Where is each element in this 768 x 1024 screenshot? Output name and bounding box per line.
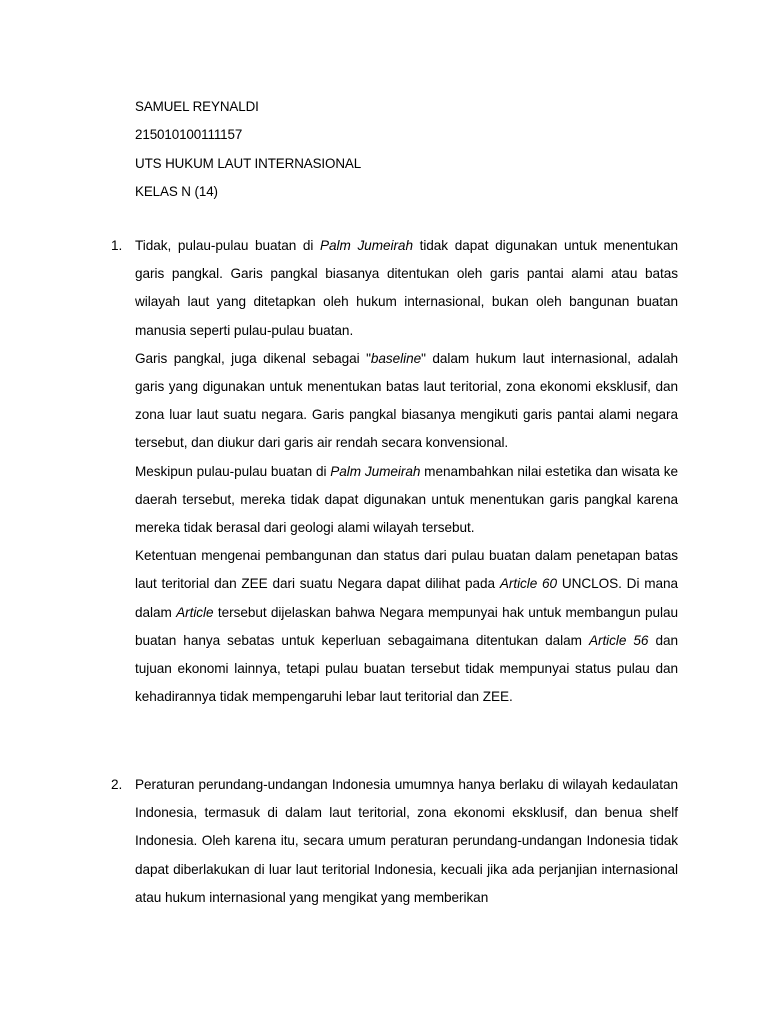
italic-term: baseline [370, 350, 422, 366]
exam-title: UTS HUKUM LAUT INTERNASIONAL [135, 155, 362, 171]
answer-body [135, 232, 678, 711]
answer-paragraph: Peraturan perundang-undangan Indonesia umumnya hanya berlaku di wilayah kedaulatan Indonesia, termasuk di dalam laut teritorial, zona ekonomi eksklusif, dan benua shelf Indonesia. Oleh karena itu, secara umum peraturan perundang-undangan Indonesia tidak dapat diberlakukan di luar laut teritorial Indonesia, kecuali jika ada perjanjian internasional atau hukum internasional yang mengikat yang memberikan [135, 777, 678, 905]
italic-term: Article [176, 604, 214, 620]
italic-term: Article 56 [588, 632, 649, 648]
answer-paragraph: Meskipun pulau-pulau buatan di Palm Jumeirah menambahkan nilai estetika dan wisata ke daerah tersebut, mereka tidak dapat digunakan untuk menentukan garis pangkal karena mereka tidak berasal dari geologi alami wilayah tersebut. [135, 463, 678, 536]
student-header [135, 93, 361, 206]
italic-term: Palm Jumeirah [320, 238, 413, 253]
answer-number: 1. [111, 238, 123, 253]
italic-term: Article 60 [499, 576, 558, 592]
student-id: 215010100111157 [135, 127, 243, 143]
answer-paragraph: Ketentuan mengenai pembangunan dan status dari pulau buatan dalam penetapan batas laut teritorial dan ZEE dari suatu Negara dapat dilihat pada Article 60 UNCLOS. Di mana dalam Article tersebut dijelaskan bahwa Negara mempunyai hak untuk membangun pulau buatan hanya sebatas untuk keperluan sebagaimana ditentukan dalam Article 56 dan tujuan ekonomi lainnya, tetapi pulau buatan tersebut tidak mempunyai status pulau dan kehadirannya tidak mempengaruhi lebar laut teritorial dan ZEE. [135, 548, 679, 705]
italic-term: Palm Jumeirah [330, 463, 421, 479]
answer-number: 2. [111, 777, 123, 792]
answer-paragraph: Garis pangkal, juga dikenal sebagai "baseline" dalam hukum laut internasional, adalah garis yang digunakan untuk menentukan batas laut teritorial, zona ekonomi eksklusif, dan zona luar laut suatu negara. Garis pangkal biasanya mengikuti garis pantai alami negara tersebut, dan diukur dari garis air rendah secara konvensional. [135, 350, 678, 451]
class-label: KELAS N (14) [135, 183, 218, 199]
answer-paragraph: Tidak, pulau-pulau buatan di Palm Jumeirah tidak dapat digunakan untuk menentukan garis pangkal. Garis pangkal biasanya ditentukan oleh garis pantai alami atau batas wilayah laut yang ditetapkan oleh hukum internasional, bukan oleh bangunan buatan manusia seperti pulau-pulau buatan. [135, 238, 678, 338]
student-name: SAMUEL REYNALDI [135, 99, 259, 114]
answer-body [135, 771, 678, 912]
